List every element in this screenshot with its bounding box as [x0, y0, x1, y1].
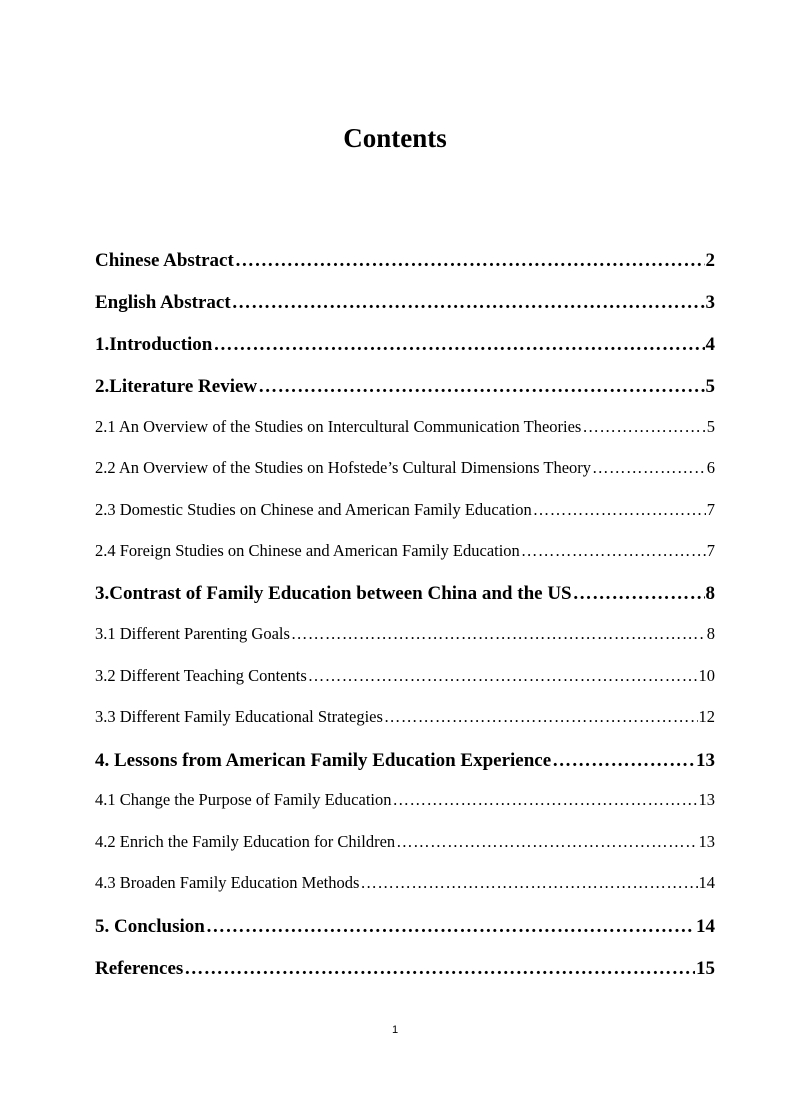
toc-dot-leader [206, 916, 695, 938]
toc-dot-leader [533, 500, 706, 520]
toc-dot-leader [232, 292, 705, 314]
toc-dot-leader [235, 250, 705, 272]
toc-entry-2-4[interactable] [95, 541, 715, 567]
toc-entry-label: 4.2 Enrich the Family Education for Children [95, 832, 396, 851]
toc-dot-leader [393, 790, 698, 810]
toc-entry-lessons[interactable] [95, 750, 715, 776]
toc-entry-page: 15 [696, 958, 715, 979]
toc-dot-leader [552, 750, 695, 772]
toc-entry-page: 7 [706, 500, 715, 519]
toc-entry-label: 4. Lessons from American Family Education Experience [95, 750, 552, 771]
toc-entry-label: 2.3 Domestic Studies on Chinese and American Family Education [95, 500, 532, 519]
toc-entry-references[interactable] [95, 958, 715, 984]
toc-entry-introduction[interactable] [95, 334, 715, 360]
toc-entry-page: 8 [706, 624, 715, 643]
page-title: Contents [343, 123, 447, 153]
toc-entry-label: 2.Literature Review [95, 376, 258, 397]
toc-dot-leader [592, 458, 706, 478]
toc-entry-label: 1.Introduction [95, 334, 213, 355]
toc-entry-3-2[interactable] [95, 666, 715, 692]
toc-entry-page: 5 [706, 417, 715, 436]
toc-dot-leader [521, 541, 706, 561]
toc-entry-2-2[interactable] [95, 458, 715, 484]
toc-entry-label: 4.1 Change the Purpose of Family Education [95, 790, 392, 809]
toc-dot-leader [360, 873, 697, 893]
toc-entry-page: 7 [706, 541, 715, 560]
toc-entry-label: Chinese Abstract [95, 250, 234, 271]
toc-entry-page: 12 [698, 707, 715, 726]
toc-entry-literature-review[interactable] [95, 376, 715, 402]
toc-entry-label: 3.Contrast of Family Education between China and the US [95, 583, 572, 604]
toc-entry-page: 6 [706, 458, 715, 477]
toc-entry-label: 2.1 An Overview of the Studies on Intercultural Communication Theories [95, 417, 582, 436]
toc-entry-label: 2.4 Foreign Studies on Chinese and American Family Education [95, 541, 520, 560]
toc-dot-leader [573, 583, 705, 605]
toc-dot-leader [308, 666, 698, 686]
toc-entry-page: 5 [705, 376, 715, 397]
toc-entry-3-3[interactable] [95, 707, 715, 733]
page-number: 1 [391, 1024, 399, 1036]
toc-entry-page: 10 [698, 666, 715, 685]
toc-entry-4-2[interactable] [95, 832, 715, 858]
toc-entry-conclusion[interactable] [95, 916, 715, 942]
toc-entry-2-1[interactable] [95, 417, 715, 443]
toc-entry-3-1[interactable] [95, 624, 715, 650]
toc-dot-leader [258, 376, 704, 398]
toc-entry-page: 2 [705, 250, 715, 271]
toc-entry-4-1[interactable] [95, 790, 715, 816]
toc-entry-page: 13 [696, 750, 715, 771]
toc-entry-english-abstract[interactable] [95, 292, 715, 318]
toc-dot-leader [291, 624, 706, 644]
toc-entry-page: 8 [705, 583, 715, 604]
toc-dot-leader [396, 832, 697, 852]
toc-dot-leader [582, 417, 705, 437]
toc-entry-label: 3.2 Different Teaching Contents [95, 666, 307, 685]
toc-entry-page: 14 [698, 873, 715, 892]
toc-entry-page: 14 [696, 916, 715, 937]
toc-entry-label: References [95, 958, 184, 979]
toc-entry-label: 5. Conclusion [95, 916, 205, 937]
toc-dot-leader [213, 334, 704, 356]
toc-dot-leader [384, 707, 698, 727]
toc-entry-label: English Abstract [95, 292, 231, 313]
toc-entry-page: 13 [698, 790, 715, 809]
toc-entry-label: 3.1 Different Parenting Goals [95, 624, 290, 643]
toc-entry-page: 13 [698, 832, 715, 851]
toc-entry-page: 4 [705, 334, 715, 355]
toc-entry-contrast[interactable] [95, 583, 715, 609]
toc-entry-2-3[interactable] [95, 500, 715, 526]
toc-entry-label: 2.2 An Overview of the Studies on Hofstede’s Cultural Dimensions Theory [95, 458, 592, 477]
toc-entry-page: 3 [705, 292, 715, 313]
toc-entry-label: 4.3 Broaden Family Education Methods [95, 873, 360, 892]
toc-entry-4-3[interactable] [95, 873, 715, 899]
toc-entry-chinese-abstract[interactable] [95, 250, 715, 276]
toc-dot-leader [184, 958, 695, 980]
toc-entry-label: 3.3 Different Family Educational Strategies [95, 707, 383, 726]
